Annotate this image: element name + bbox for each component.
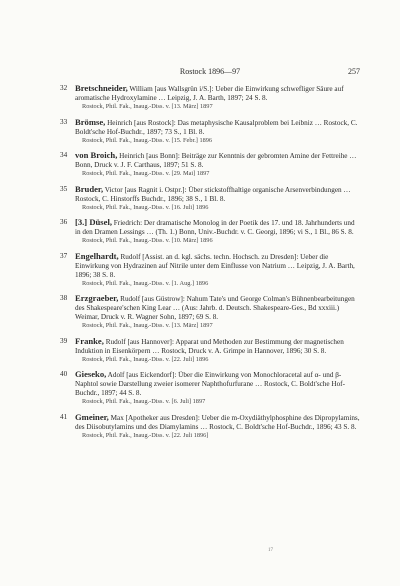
entry-title: Rudolf [Assist. an d. kgl. sächs. techn. Hochsch. zu Dresden]: Ueber die Einwirkung von Hydrazinen auf Nitrile unter dem Einflusse von Natrium … Leipzig, J. A. Barth, 1896; 38 S. 8. bbox=[75, 252, 355, 279]
entry-number: 39 bbox=[60, 336, 68, 345]
list-item bbox=[60, 413, 360, 440]
entry-text bbox=[75, 151, 360, 170]
entry-title: Heinrich [aus Bonn]: Beiträge zur Kenntnis der gebromten Amine der Fettreihe … Bonn, Druck v. J. F. Carthaus, 1897; 51 S. 8. bbox=[75, 152, 357, 169]
entry-text bbox=[75, 118, 360, 137]
author-name: Engelhardt, bbox=[75, 250, 119, 261]
entry-number: 35 bbox=[60, 184, 68, 193]
entry-title: William [aus Wallsgrün i/S.]: Ueber die Einwirkung schwefliger Säure auf aromatische Hydroxylamine … Leipzig, J. A. Barth, 1897; 24 S. 8. bbox=[75, 85, 344, 102]
entry-number: 40 bbox=[60, 370, 68, 378]
dissertation-note: Rostock, Phil. Fak., Inaug.-Diss. v. [22. Juli 1896] bbox=[82, 431, 209, 439]
entry-number: 32 bbox=[60, 84, 68, 92]
list-item bbox=[60, 185, 360, 212]
entry-number: 36 bbox=[60, 218, 68, 226]
dissertation-note: Rostock, Phil. Fak., Inaug.-Diss. v. [10. März] 1896 bbox=[82, 237, 213, 244]
list-item bbox=[60, 252, 360, 288]
dissertation-note: Rostock, Phil. Fak., Inaug.-Diss. v. [16. Juli] 1896 bbox=[82, 203, 209, 211]
running-title: Rostock 1896—97 bbox=[179, 67, 241, 76]
entry-title: Victor [aus Ragnit i. Ostpr.]: Über stickstoffhaltige organische Arsenverbindungen … Rostock, C. Hinstorffs Buchdr., 1896; 38 S., 1 Bl. 8. bbox=[75, 185, 351, 203]
entry-text bbox=[75, 252, 360, 280]
list-item bbox=[60, 370, 360, 406]
list-item bbox=[60, 337, 360, 364]
entry-title: Max [Apotheker aus Dresden]: Ueber die m-Oxydiäthylphosphine des Dipropylamins, des Diisobutylamins und des Diamylamins … Rostock, C. Boldt'sche Hof-Buchdr., 1896; 43 S. 8. bbox=[75, 413, 360, 431]
list-item bbox=[60, 294, 360, 330]
list-item bbox=[60, 151, 360, 178]
entry-number: 41 bbox=[60, 412, 68, 421]
entry-text bbox=[75, 337, 360, 356]
entry-text bbox=[75, 370, 360, 398]
footer-mark: 17 bbox=[268, 548, 273, 553]
running-header bbox=[60, 66, 360, 78]
author-name: Bruder, bbox=[75, 183, 104, 194]
dissertation-note: Rostock, Phil. Fak., Inaug.-Diss. v. [13. März] 1897 bbox=[82, 322, 213, 329]
entry-list bbox=[60, 84, 360, 446]
entry-text bbox=[75, 413, 360, 432]
author-name: Franke, bbox=[75, 335, 104, 346]
author-name: Brömse, bbox=[75, 116, 106, 127]
entry-number: 34 bbox=[60, 151, 68, 159]
author-name: von Broich, bbox=[75, 150, 118, 160]
list-item bbox=[60, 84, 360, 111]
entry-title: Heinrich [aus Rostock]: Das metaphysische Kausalproblem bei Leibniz … Rostock, C. Boldt'sche Hof-Buchdr., 1897; 73 S., 1 Bl. 8. bbox=[75, 118, 358, 136]
entry-text bbox=[75, 218, 360, 237]
author-name: [3.] Düsel, bbox=[75, 217, 112, 227]
dissertation-note: Rostock, Phil. Fak., Inaug.-Diss. v. [13. März] 1897 bbox=[82, 103, 213, 110]
dissertation-note: Rostock, Phil. Fak., Inaug.-Diss. v. [22. Juli] 1896 bbox=[82, 355, 209, 363]
entry-title: Adolf [aus Eickendorf]: Über die Einwirkung von Monochloracetal auf α- und β-Naphtol sowie Darstellung zweier isomerer Naphthofurfurane … Rostock, C. Boldt'sche Hof-Buchdr., 1897; 44 S. 8. bbox=[75, 371, 345, 397]
entry-title: Rudolf [aus Hannover]: Apparat und Methoden zur Bestimmung der magnetischen Induktion in Eisenkörpern … Rostock, Druck v. A. Grimpe in Hannover, 1896; 30 S. 8. bbox=[75, 337, 344, 355]
dissertation-note: Rostock, Phil. Fak., Inaug.-Diss. v. [29. Mai] 1897 bbox=[82, 170, 210, 177]
entry-text bbox=[75, 294, 360, 322]
author-name: Erzgraeber, bbox=[75, 293, 119, 303]
list-item bbox=[60, 118, 360, 145]
page-number: 257 bbox=[348, 67, 360, 76]
dissertation-note: Rostock, Phil. Fak., Inaug.-Diss. v. [15. Febr.] 1896 bbox=[82, 136, 213, 144]
entry-number: 33 bbox=[60, 117, 68, 126]
entry-title: Rudolf [aus Güstrow]: Nahum Tate's und George Colman's Bühnenbearbeitungen des Shakespeare'schen King Lear … (Aus: Jahrb. d. Deutsch. Shakespeare-Ges., Bd xxxiii.) Weimar, Druck v. R. Wagner Sohn, 1897; 69 S. 8. bbox=[75, 295, 355, 321]
list-item bbox=[60, 218, 360, 245]
author-name: Bretschneider, bbox=[75, 83, 128, 93]
author-name: Gieseko, bbox=[75, 369, 107, 379]
entry-number: 37 bbox=[60, 251, 68, 260]
dissertation-note: Rostock, Phil. Fak., Inaug.-Diss. v. [6. Juli] 1897 bbox=[82, 398, 206, 405]
dissertation-note: Rostock, Phil. Fak., Inaug.-Diss. v. [1. Aug.] 1896 bbox=[82, 279, 209, 287]
author-name: Gmeiner, bbox=[75, 411, 109, 422]
entry-text bbox=[75, 185, 360, 204]
entry-text bbox=[75, 84, 360, 103]
entry-number: 38 bbox=[60, 294, 68, 302]
entry-title: Friedrich: Der dramatische Monolog in der Poetik des 17. und 18. Jahrhunderts und in den Dramen Lessings … (Th. 1.) Bonn, Univ.-Buchdr. v. C. Georgi, 1896; vi S., 1 Bl., 86 S. 8. bbox=[75, 219, 355, 236]
